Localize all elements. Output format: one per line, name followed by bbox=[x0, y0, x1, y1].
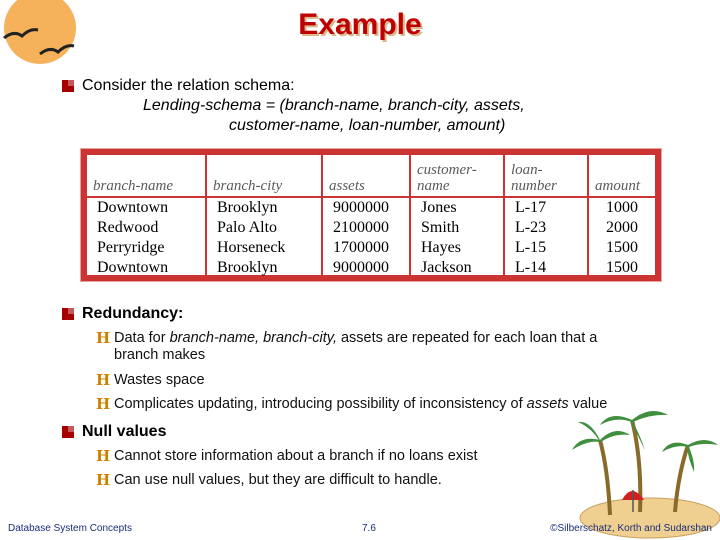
table-cell: Jones bbox=[410, 197, 504, 218]
table-cell: 2000 bbox=[606, 219, 638, 236]
table-cell: Hayes bbox=[410, 238, 504, 258]
table-row bbox=[87, 218, 655, 238]
lending-table bbox=[87, 155, 655, 278]
table-cell: 1500 bbox=[606, 239, 638, 256]
table-cell: Brooklyn bbox=[206, 197, 322, 218]
table-cell: 9000000 bbox=[322, 197, 410, 218]
table-cell: Smith bbox=[410, 218, 504, 238]
table-cell: Redwood bbox=[87, 218, 206, 238]
footer-page-number: 7.6 bbox=[362, 523, 376, 534]
h-bullet-icon: H bbox=[96, 471, 111, 489]
lending-table-frame bbox=[80, 148, 662, 282]
table-row bbox=[87, 238, 655, 258]
table-cell: L-17 bbox=[504, 197, 588, 218]
h-bullet-icon: H bbox=[96, 371, 111, 389]
bullet-square-icon bbox=[62, 80, 74, 92]
consider-text: Consider the relation schema: bbox=[82, 77, 295, 94]
col-header-assets: assets bbox=[322, 155, 410, 197]
null-item-2: Can use null values, but they are difficult to handle. bbox=[114, 472, 442, 488]
table-cell: Palo Alto bbox=[206, 218, 322, 238]
table-cell: Downtown bbox=[87, 197, 206, 218]
table-cell: L-14 bbox=[504, 258, 588, 278]
bullet-square-icon bbox=[62, 426, 74, 438]
h-bullet-icon: H bbox=[96, 329, 111, 347]
palm-island-illustration bbox=[570, 400, 720, 540]
footer-course: Database System Concepts bbox=[8, 523, 132, 534]
col-header-branch-name: branch-name bbox=[87, 155, 206, 197]
slide-title: Example bbox=[298, 8, 422, 41]
schema-line-2: customer-name, loan-number, amount) bbox=[229, 117, 506, 134]
col-header-customer-name: customer- name bbox=[410, 155, 504, 197]
table-cell: Downtown bbox=[87, 258, 206, 278]
table-cell: L-23 bbox=[504, 218, 588, 238]
redundancy-item-2: Wastes space bbox=[114, 372, 205, 388]
table-cell: Perryridge bbox=[87, 238, 206, 258]
col-header-loan-number: loan- number bbox=[504, 155, 588, 197]
table-row bbox=[87, 258, 655, 278]
table-cell: Horseneck bbox=[206, 238, 322, 258]
table-cell: L-15 bbox=[504, 238, 588, 258]
table-cell: 9000000 bbox=[322, 258, 410, 278]
table-cell: 1000 bbox=[606, 199, 638, 216]
redundancy-heading: Redundancy: bbox=[82, 305, 184, 322]
null-values-heading: Null values bbox=[82, 423, 167, 440]
table-row bbox=[87, 197, 655, 218]
col-header-amount: amount bbox=[588, 155, 655, 197]
bullet-square-icon bbox=[62, 308, 74, 320]
h-bullet-icon: H bbox=[96, 395, 111, 413]
redundancy-item-1: Data for branch-name, branch-city, assets are repeated for each loan that a branch makes bbox=[114, 330, 598, 363]
schema-line-1: Lending-schema = (branch-name, branch-city, assets, bbox=[143, 97, 525, 114]
footer-copyright: ©Silberschatz, Korth and Sudarshan bbox=[550, 523, 712, 534]
table-cell: 2100000 bbox=[322, 218, 410, 238]
table-cell: Brooklyn bbox=[206, 258, 322, 278]
h-bullet-icon: H bbox=[96, 447, 111, 465]
table-cell: 1500 bbox=[606, 259, 638, 276]
redundancy-item-3: Complicates updating, introducing possibility of inconsistency of assets value bbox=[114, 396, 608, 412]
null-item-1: Cannot store information about a branch if no loans exist bbox=[114, 448, 478, 464]
table-cell: 1700000 bbox=[322, 238, 410, 258]
table-cell: Jackson bbox=[410, 258, 504, 278]
col-header-branch-city: branch-city bbox=[206, 155, 322, 197]
